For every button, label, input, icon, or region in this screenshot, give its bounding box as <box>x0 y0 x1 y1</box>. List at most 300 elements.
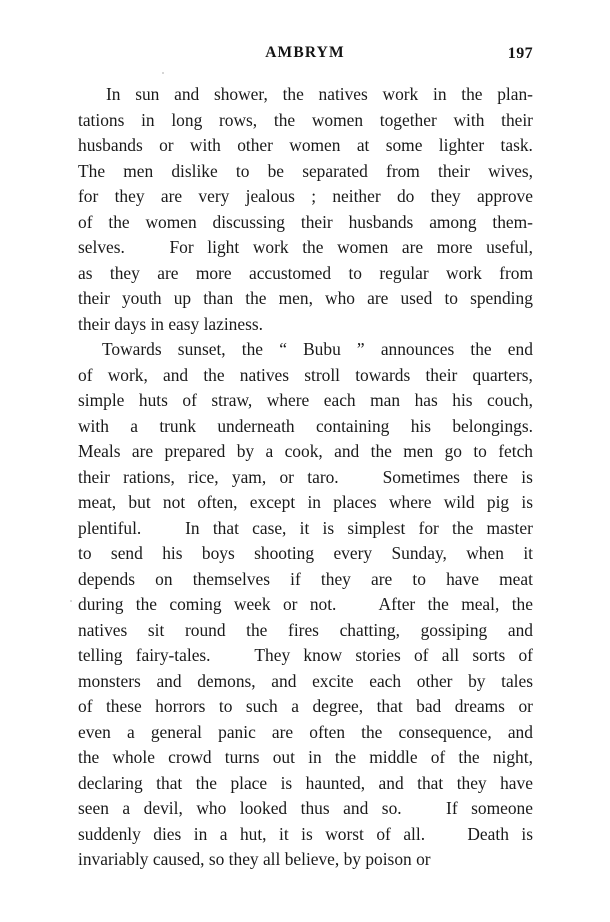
word: the <box>108 211 130 232</box>
word: in <box>193 823 208 844</box>
word: be <box>267 160 285 181</box>
word: work, <box>107 364 148 385</box>
word: the <box>361 721 383 742</box>
word: simple <box>78 390 125 410</box>
running-head: AMBRYM <box>265 44 345 61</box>
word: to <box>235 160 250 181</box>
word: dies <box>153 823 182 844</box>
word: spending <box>470 288 533 308</box>
word: gossiping <box>420 619 488 640</box>
word: wild <box>443 492 475 512</box>
word: that <box>417 772 444 793</box>
word: they <box>456 772 487 793</box>
word: are <box>367 288 389 308</box>
word: devil, <box>143 798 183 818</box>
word: their <box>501 109 533 130</box>
word: to <box>78 543 92 563</box>
text-line <box>78 414 533 440</box>
word: coming <box>169 594 222 614</box>
word: the <box>282 84 304 104</box>
word: themselves <box>192 568 270 589</box>
word: by <box>236 441 255 461</box>
word: couch, <box>487 390 533 410</box>
word: of <box>78 211 93 232</box>
word: often <box>309 721 346 742</box>
word: women <box>337 237 389 257</box>
word: at <box>356 135 370 155</box>
word: meal, <box>461 594 500 614</box>
word: their <box>78 288 110 308</box>
word: fetch <box>498 441 533 461</box>
text-line <box>78 822 533 848</box>
word: meat <box>499 568 533 589</box>
word: is <box>521 466 533 487</box>
word: the <box>135 594 158 614</box>
word: lighter <box>438 135 485 155</box>
word: often, <box>197 492 238 512</box>
word: all. <box>403 823 426 844</box>
word: bad <box>416 696 442 716</box>
word: is <box>280 772 293 793</box>
word: shooting <box>254 543 315 563</box>
word: more <box>436 237 473 257</box>
word: than <box>203 288 234 308</box>
word: natives <box>239 364 290 385</box>
word: who <box>325 288 355 308</box>
word: when <box>466 543 504 563</box>
word: worst <box>325 823 364 844</box>
word: huts <box>138 390 168 410</box>
word: or <box>282 594 298 614</box>
word: someone <box>471 798 533 818</box>
text-line <box>78 261 533 287</box>
word: They <box>254 645 291 665</box>
text-line <box>78 108 533 134</box>
word: wives, <box>488 160 533 181</box>
word: where <box>388 492 432 512</box>
word: in <box>141 109 155 130</box>
text-line <box>78 465 533 491</box>
word: not <box>162 492 186 512</box>
word: with <box>78 415 109 436</box>
word: that <box>156 772 183 793</box>
page-number: 197 <box>507 45 533 62</box>
word: taro. <box>307 466 339 487</box>
word: dreams <box>454 696 505 716</box>
word <box>352 465 369 491</box>
word: fairy-tales. <box>135 645 211 665</box>
text-line <box>78 388 533 414</box>
word: belongings. <box>452 415 533 436</box>
word: the <box>452 517 474 538</box>
word: their <box>438 160 470 181</box>
word: who <box>196 798 227 818</box>
word: work <box>382 84 419 104</box>
word: and <box>163 364 189 385</box>
word: stroll <box>304 364 340 385</box>
word: and <box>334 441 360 461</box>
word: tales <box>501 670 533 691</box>
word: natives <box>318 84 368 104</box>
word: For <box>169 237 194 257</box>
word: even <box>78 721 111 742</box>
word: the <box>246 619 268 640</box>
word: Towards <box>102 339 162 359</box>
text-line <box>78 720 533 746</box>
paragraph-2 <box>78 337 533 873</box>
word: are <box>401 237 424 257</box>
text-line <box>78 439 533 465</box>
word: haunted, <box>305 772 366 793</box>
word: discussing <box>212 211 285 232</box>
word: together <box>379 109 437 130</box>
word: neither <box>332 186 381 206</box>
word: a <box>291 696 299 716</box>
word: work <box>252 237 289 257</box>
word: consequence, <box>398 721 492 742</box>
word: not. <box>309 594 337 614</box>
word: the <box>203 364 225 385</box>
word: task. <box>500 135 533 155</box>
word: it <box>299 517 310 538</box>
word: a <box>126 721 135 742</box>
word: if <box>290 568 301 589</box>
word: cook, <box>284 441 323 461</box>
word: the <box>302 237 324 257</box>
word <box>349 592 366 618</box>
word: “ <box>279 339 287 359</box>
word: in <box>432 84 447 104</box>
word: prepared <box>164 441 226 461</box>
word: rice, <box>188 466 219 487</box>
word: of <box>413 645 429 665</box>
word: from <box>386 160 420 181</box>
word: quarters, <box>472 364 533 385</box>
text-line <box>78 235 533 261</box>
word: the <box>470 339 492 359</box>
word: each <box>369 670 402 691</box>
word: his <box>162 543 183 563</box>
text-line <box>78 133 533 159</box>
word: and <box>507 721 533 742</box>
text-line <box>78 643 533 669</box>
word: the <box>78 747 100 767</box>
word: it <box>523 543 533 563</box>
word: tations <box>78 109 125 130</box>
word: boys <box>201 543 235 563</box>
word: or <box>518 696 533 716</box>
word: rations, <box>123 466 175 487</box>
word: telling <box>78 645 123 665</box>
word: these <box>105 696 142 716</box>
word: his <box>410 415 431 436</box>
word: the <box>245 288 267 308</box>
word: so. <box>381 798 402 818</box>
word: more <box>195 262 232 283</box>
word: plentiful. <box>78 517 142 538</box>
word: a <box>122 798 131 818</box>
text-line <box>78 771 533 797</box>
word: of <box>430 747 446 767</box>
word: do <box>396 186 415 206</box>
word: is <box>521 492 533 512</box>
word: sorts <box>472 645 506 665</box>
word: separated <box>302 160 368 181</box>
word: night, <box>492 747 533 767</box>
word: thus <box>300 798 330 818</box>
word: monsters <box>78 670 141 691</box>
word: containing <box>315 415 390 436</box>
word: have <box>500 772 533 793</box>
word: The <box>78 160 106 181</box>
word: long <box>171 109 203 130</box>
text-line <box>78 592 533 618</box>
word: simplest <box>347 517 406 538</box>
text-line <box>78 490 533 516</box>
word: underneath <box>217 415 295 436</box>
word: men <box>123 160 154 181</box>
word: Meals <box>78 441 121 461</box>
word: there <box>473 466 508 487</box>
word: In <box>185 517 200 538</box>
word: approve <box>476 186 533 206</box>
word: trunk <box>159 415 197 436</box>
word: plan- <box>497 84 533 104</box>
word: and <box>174 84 200 104</box>
word <box>224 643 241 669</box>
word: the <box>370 441 392 461</box>
word: the <box>427 594 449 614</box>
word: the <box>195 772 217 793</box>
word: sun <box>135 84 160 104</box>
word: demons, <box>197 670 256 691</box>
word: husbands <box>78 135 143 155</box>
word: dislike <box>171 160 218 181</box>
word: except <box>249 492 296 512</box>
word: pig <box>486 492 510 512</box>
text-line <box>78 184 533 210</box>
word: very <box>198 186 230 206</box>
word: send <box>110 543 143 563</box>
word: the <box>241 339 264 359</box>
word: regular <box>379 262 429 283</box>
word: men, <box>278 288 313 308</box>
word: they <box>430 186 461 206</box>
word: some <box>385 135 423 155</box>
word: ” <box>356 339 365 359</box>
word <box>138 235 155 261</box>
word: Death <box>467 823 509 844</box>
word: accustomed <box>248 262 332 283</box>
word: in <box>308 747 322 767</box>
word: are <box>157 262 179 283</box>
word: general <box>150 721 202 742</box>
text-line <box>78 516 533 542</box>
text-line <box>78 567 533 593</box>
word: by <box>468 670 486 691</box>
word: the <box>458 747 480 767</box>
word: master <box>486 517 533 538</box>
word: a <box>130 415 138 436</box>
word: horrors <box>155 696 206 716</box>
scan-speck <box>70 600 72 602</box>
word: his <box>452 390 473 410</box>
word: the <box>273 109 296 130</box>
word: they <box>114 186 145 206</box>
page-header <box>0 44 610 68</box>
word: useful, <box>486 237 533 257</box>
word: and <box>507 619 533 640</box>
word: shower, <box>213 84 268 104</box>
word: or <box>279 466 294 487</box>
word: husbands <box>348 211 414 232</box>
word: on <box>155 568 173 589</box>
word: women <box>145 211 197 232</box>
word: the <box>461 84 483 104</box>
body-text <box>78 82 533 873</box>
word: is <box>521 823 533 844</box>
word: the <box>511 594 533 614</box>
text-line <box>78 159 533 185</box>
paragraph-1 <box>78 82 533 337</box>
word: towards <box>355 364 411 385</box>
word: turns <box>224 747 260 767</box>
word: to <box>473 441 487 461</box>
text-line <box>78 669 533 695</box>
word <box>415 796 432 822</box>
text-line <box>78 363 533 389</box>
word: to <box>412 568 426 589</box>
word: a <box>265 441 274 461</box>
word: declaring <box>78 772 143 793</box>
word: for <box>418 517 439 538</box>
word: sunset, <box>177 339 226 359</box>
word: of <box>376 823 391 844</box>
word: straw, <box>211 390 253 410</box>
word <box>155 516 172 542</box>
text-line <box>78 286 533 312</box>
text-line: their days in easy laziness. <box>78 313 263 334</box>
word: as <box>78 262 93 283</box>
word: sit <box>147 619 165 640</box>
word: of <box>78 696 93 716</box>
word: is <box>301 823 313 844</box>
word: rows, <box>218 109 258 130</box>
word: Sunday, <box>391 543 447 563</box>
word: every <box>333 543 373 563</box>
word: meat, <box>78 492 117 512</box>
word: and <box>271 670 297 691</box>
word: Bubu <box>303 339 341 359</box>
word: panic <box>218 721 256 742</box>
word: other <box>237 135 273 155</box>
word: they <box>109 262 140 283</box>
word: In <box>106 84 121 104</box>
word: natives <box>78 619 128 640</box>
word: that <box>212 517 239 538</box>
word: to <box>218 696 233 716</box>
word: in <box>307 492 321 512</box>
word: go <box>444 441 462 461</box>
text-line <box>78 796 533 822</box>
word: are <box>160 186 183 206</box>
word: depends <box>78 568 135 589</box>
text-line <box>78 541 533 567</box>
word: and <box>378 772 404 793</box>
word: to <box>444 288 458 308</box>
word: fires <box>288 619 319 640</box>
word: and <box>343 798 369 818</box>
word: and <box>156 670 182 691</box>
word: excite <box>312 670 354 691</box>
word: for <box>78 186 99 206</box>
word: crowd <box>168 747 212 767</box>
word: middle <box>369 747 418 767</box>
word: places <box>333 492 377 512</box>
word: round <box>184 619 226 640</box>
word: to <box>348 262 362 283</box>
word: stories <box>355 645 401 665</box>
text-line <box>78 210 533 236</box>
word: their <box>425 364 458 385</box>
word: up <box>173 288 192 308</box>
text-line <box>78 82 533 108</box>
word: have <box>446 568 479 589</box>
word: suddenly <box>78 823 141 844</box>
word: them- <box>492 211 533 232</box>
word: it <box>279 823 289 844</box>
word: seen <box>78 798 109 818</box>
word: the <box>334 747 357 767</box>
word: week <box>233 594 271 614</box>
text-line <box>78 337 533 363</box>
word: with <box>453 109 485 130</box>
word: with <box>189 135 221 155</box>
text-line <box>78 694 533 720</box>
word: jealous <box>245 186 295 206</box>
word: men <box>403 441 434 461</box>
word: they <box>320 568 351 589</box>
word: where <box>266 390 310 410</box>
word: but <box>128 492 151 512</box>
word: selves. <box>78 237 125 257</box>
text-line <box>78 745 533 771</box>
word: their <box>78 466 110 487</box>
word: of <box>518 645 533 665</box>
word: women <box>311 109 364 130</box>
word: end <box>507 339 533 359</box>
word: work <box>446 262 482 283</box>
word: looked <box>239 798 288 818</box>
word: each <box>323 390 356 410</box>
word: are <box>131 441 154 461</box>
scan-speck <box>162 72 164 74</box>
word: all <box>441 645 460 665</box>
text-line <box>78 618 533 644</box>
word: among <box>429 211 477 232</box>
word: announces <box>380 339 455 359</box>
word: of <box>182 390 197 410</box>
word: used <box>400 288 433 308</box>
word: other <box>416 670 453 691</box>
word: during <box>78 594 124 614</box>
word: case, <box>252 517 287 538</box>
word: women <box>289 135 341 155</box>
word: light <box>207 237 240 257</box>
word: ; <box>311 186 317 206</box>
word: that <box>376 696 403 716</box>
text-line: invariably caused, so they all believe, by poison or <box>78 849 431 869</box>
